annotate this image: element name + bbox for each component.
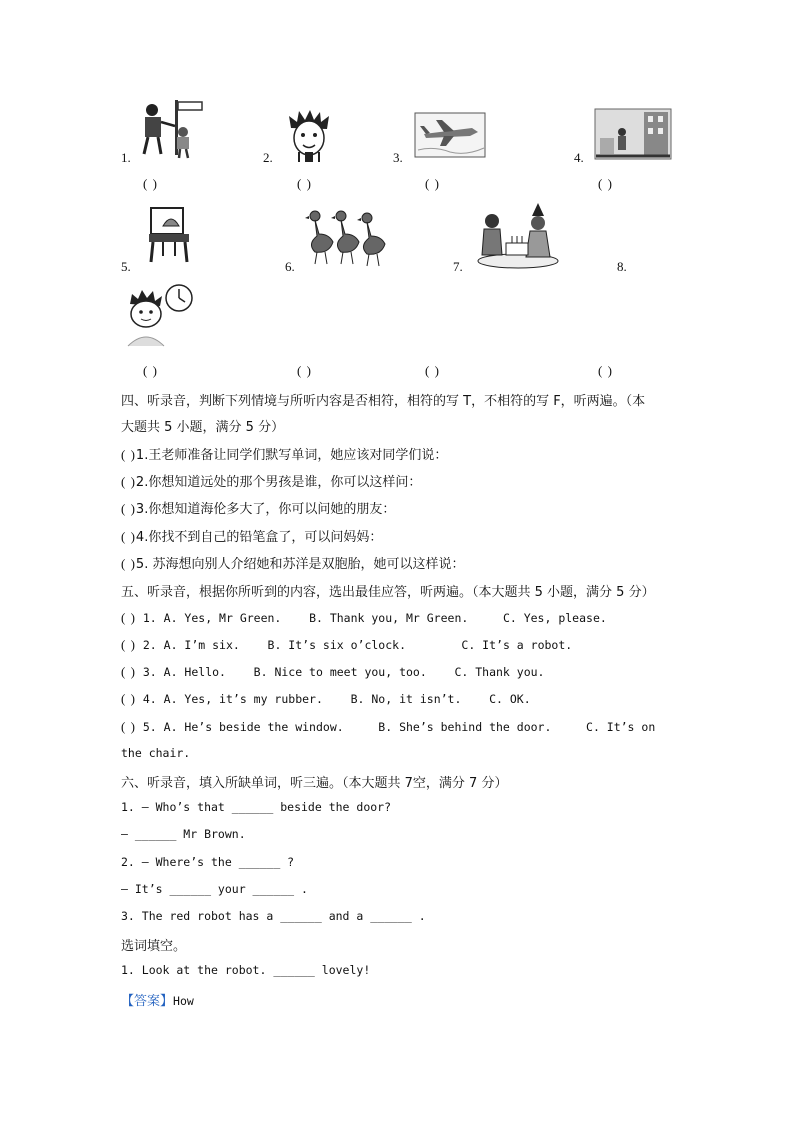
- question-text: 4.你找不到自己的铅笔盒了，可以问妈妈：: [135, 530, 383, 545]
- picture-number-3: 3.: [393, 150, 403, 165]
- section4-item-4: [121, 526, 382, 545]
- option-c: C. OK.: [489, 692, 531, 706]
- answer-paren-7[interactable]: ( ): [425, 363, 440, 378]
- option-b: B. No, it isn’t.: [350, 692, 462, 706]
- answer-paren[interactable]: ( ): [121, 610, 136, 625]
- section6-line-3: 2. — Where’s the ______ ?: [121, 855, 295, 869]
- section6-line-2: — ______ Mr Brown.: [121, 827, 246, 841]
- picture-number-7: 7.: [453, 259, 463, 274]
- section6-line-5: 3. The red robot has a ______ and a ______ .: [121, 909, 426, 923]
- picture-number-1: 1.: [121, 150, 131, 165]
- answer-value: How: [173, 994, 194, 1008]
- section4-item-1: [121, 444, 447, 463]
- section6-line-4: — It’s ______ your ______ .: [121, 882, 308, 896]
- answer-paren[interactable]: ( ): [121, 637, 136, 652]
- answer-tag: 【答案】: [121, 994, 174, 1009]
- picture-number-4: 4.: [574, 150, 584, 165]
- question-text: 2.你想知道远处的那个男孩是谁，你可以这样问：: [135, 475, 422, 490]
- answer-paren[interactable]: ( ): [121, 691, 136, 706]
- section5-item-1: [121, 610, 607, 626]
- airplane-icon: [414, 112, 486, 158]
- section4-title-line2: 大题共 5 小题，满分 5 分）: [121, 420, 285, 435]
- answer-paren-3[interactable]: ( ): [425, 176, 440, 191]
- answer-paren[interactable]: ( ): [121, 529, 136, 544]
- boy-with-clock-icon: [122, 282, 198, 352]
- option-a: A. Yes, it’s my rubber.: [163, 692, 323, 706]
- section4-item-2: [121, 471, 421, 490]
- picture-number-6: 6.: [285, 259, 295, 274]
- option-c: C. It’s on: [586, 720, 656, 734]
- item-number: 3.: [142, 665, 157, 679]
- option-b: B. She’s behind the door.: [378, 720, 552, 734]
- answer-paren[interactable]: ( ): [121, 447, 136, 462]
- answer-paren[interactable]: ( ): [121, 556, 136, 571]
- answer-paren-4[interactable]: ( ): [598, 176, 613, 191]
- option-a: A. Hello.: [163, 665, 226, 679]
- option-b: B. It’s six o’clock.: [267, 638, 407, 652]
- answer-paren-2[interactable]: ( ): [297, 176, 312, 191]
- section5-item-4: [121, 691, 531, 707]
- answer-paren[interactable]: ( ): [121, 664, 136, 679]
- chair-with-bag-icon: [145, 204, 197, 266]
- answer-paren[interactable]: ( ): [121, 719, 136, 734]
- section5-title: 五、听录音，根据你所听到的内容，选出最佳应答，听两遍。（本大题共 5 小题，满分 5 分）: [121, 585, 655, 600]
- item-number: 2.: [142, 638, 157, 652]
- section5-item-3: [121, 664, 544, 680]
- answer-paren[interactable]: ( ): [121, 501, 136, 516]
- picture-number-5: 5.: [121, 259, 131, 274]
- section7-line-1: 1. Look at the robot. ______ lovely!: [121, 963, 371, 977]
- section4-item-5: [121, 553, 464, 572]
- answer-paren-5[interactable]: ( ): [143, 363, 158, 378]
- question-text: 3.你想知道海伦多大了，你可以问她的朋友：: [135, 502, 396, 517]
- option-a: A. He’s beside the window.: [163, 720, 344, 734]
- item-number: 1.: [142, 611, 157, 625]
- option-c: C. Yes, please.: [502, 611, 607, 625]
- street-scene-icon: [594, 108, 672, 160]
- option-c: C. Thank you.: [454, 665, 545, 679]
- section5-item-2: [121, 637, 572, 653]
- section4-item-3: [121, 498, 395, 517]
- answer-line: [121, 990, 194, 1009]
- option-a: A. I’m six.: [163, 638, 240, 652]
- option-b: B. Thank you, Mr Green.: [309, 611, 469, 625]
- answer-paren[interactable]: ( ): [121, 474, 136, 489]
- section4-title-line1: 四、听录音，判断下列情境与所听内容是否相符，相符的写 T，不相符的写 F，听两遍。（本: [121, 394, 646, 409]
- question-text: 5. 苏海想向别人介绍她和苏洋是双胞胎，她可以这样说：: [135, 557, 465, 572]
- section6-line-1: 1. — Who’s that ______ beside the door?: [121, 800, 392, 814]
- option-a: A. Yes, Mr Green.: [163, 611, 282, 625]
- answer-paren-8[interactable]: ( ): [598, 363, 613, 378]
- option-c: C. It’s a robot.: [461, 638, 573, 652]
- question-text: 1.王老师准备让同学们默写单词，她应该对同学们说：: [135, 448, 448, 463]
- birthday-cake-party-icon: [474, 203, 564, 269]
- section5-item-5-wrap: the chair.: [121, 746, 191, 760]
- answer-paren-1[interactable]: ( ): [143, 176, 158, 191]
- section6-title: 六、听录音，填入所缺单词，听三遍。（本大题共 7空，满分 7 分）: [121, 776, 508, 791]
- item-number: 5.: [142, 720, 157, 734]
- option-b: B. Nice to meet you, too.: [253, 665, 427, 679]
- father-and-child-icon: [135, 98, 205, 160]
- item-number: 4.: [142, 692, 157, 706]
- geese-icon: [303, 208, 395, 268]
- section5-item-5: [121, 719, 655, 735]
- answer-paren-6[interactable]: ( ): [297, 363, 312, 378]
- boy-face-icon: [285, 108, 333, 163]
- picture-number-8: 8.: [617, 259, 627, 274]
- section7-title: 选词填空。: [121, 939, 187, 954]
- picture-number-2: 2.: [263, 150, 273, 165]
